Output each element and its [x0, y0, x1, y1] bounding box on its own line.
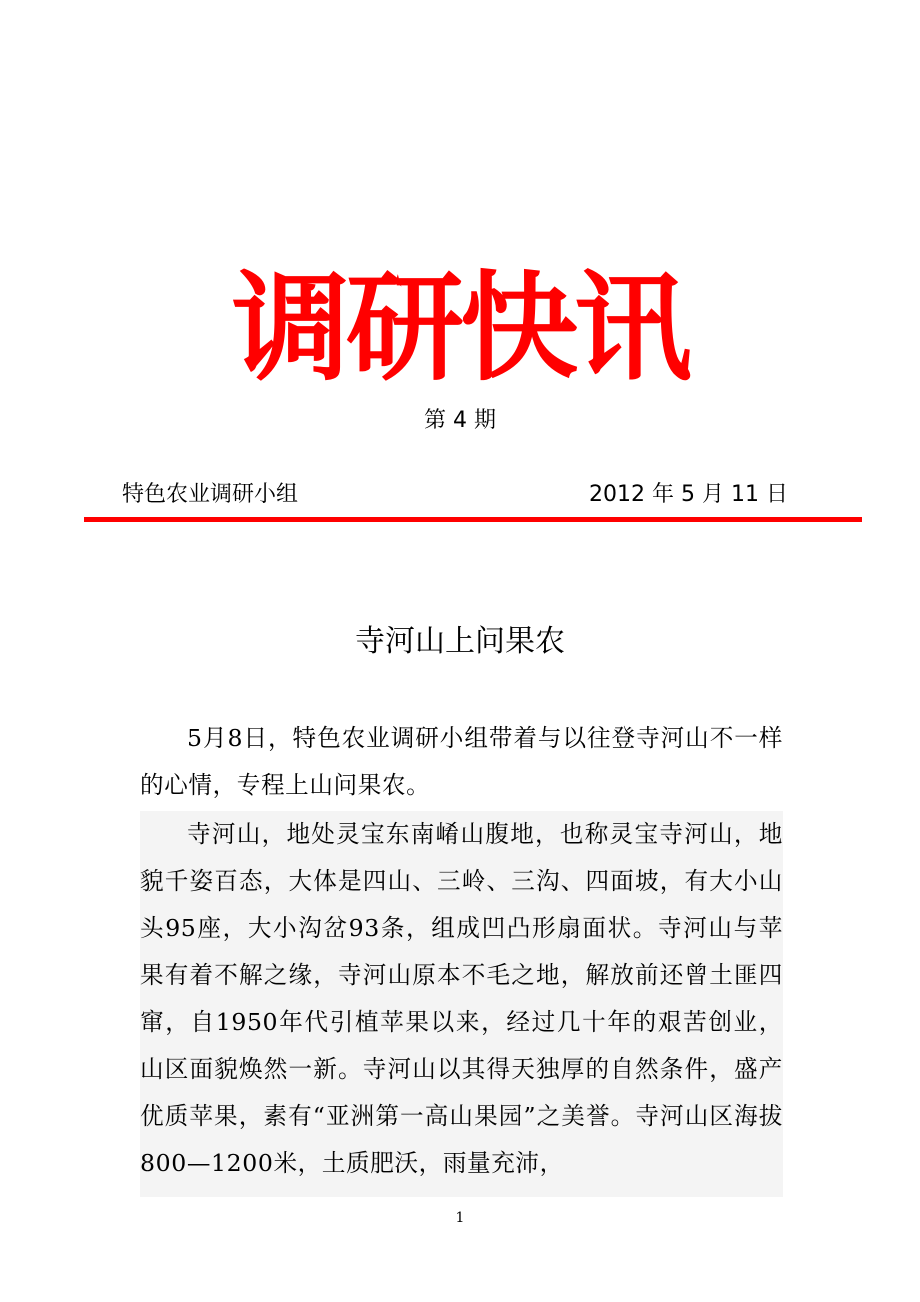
masthead-title: 调研快讯 — [231, 259, 688, 397]
header-divider — [84, 517, 862, 522]
issue-date: 2012 年 5 月 11 日 — [589, 482, 788, 507]
issue-number: 第 4 期 — [424, 408, 496, 433]
article-title: 寺河山上问果农 — [355, 624, 565, 659]
article-paragraph-1: 5月8日，特色农业调研小组带着与以往登寺河山不一样的心情，专程上山问果农。 — [140, 724, 783, 799]
group-name: 特色农业调研小组 — [122, 482, 299, 507]
page-number: 1 — [455, 1210, 465, 1226]
article-paragraph-2: 寺河山，地处灵宝东南崤山腹地，也称灵宝寺河山，地貌千姿百态，大体是四山、三岭、三沟、四面坡，有大小山头95座，大小沟岔93条，组成凹凸形扇面状。寺河山与苹果有着不解之缘，寺河山原本不毛之地，解放前还曾土匪四窜，自1950年代引植苹果以来，经过几十年的艰苦创业，山区面貌焕然一新。寺河山以其得天独厚的自然条件，盛产优质苹果，素有“亚洲第一高山果园”之美誉。寺河山区海拔800—1200米，土质肥沃，雨量充沛， — [140, 811, 783, 1197]
